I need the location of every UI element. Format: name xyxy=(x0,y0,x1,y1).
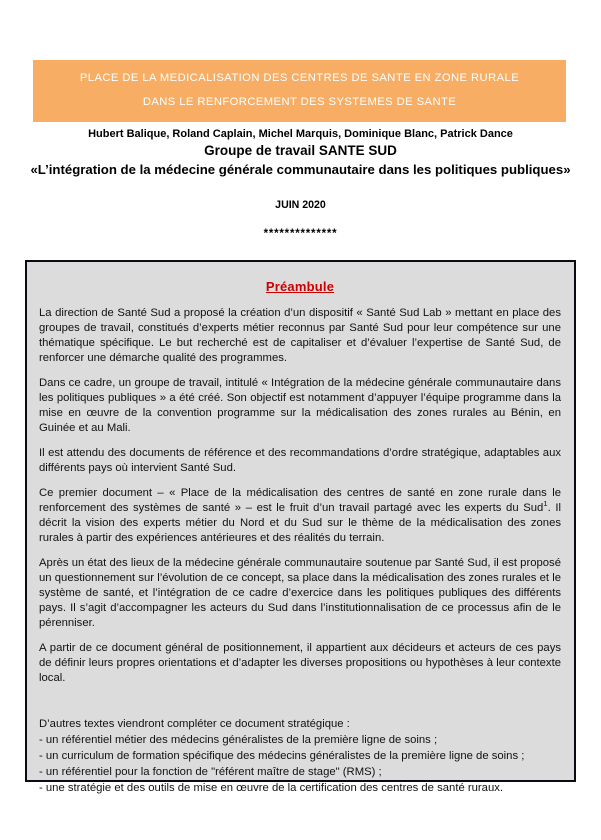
asterisk-separator: ************** xyxy=(263,227,338,240)
preamble-paragraph-5: Après un état des lieux de la médecine générale communautaire soutenue par Santé Sud, il est proposé un questionnement sur l’évolution de ce concept, sa place dans la médicalisation des zones rurales et le système de santé, et l’intégration de ce cadre d’exercice dans les politiques publiques des différents pays. Il s’agit d’accompagner les acteurs du Sud dans l’institutionnalisation de ce processus afin de le pérenniser. xyxy=(39,557,561,630)
header-title-line-1: PLACE DE LA MEDICALISATION DES CENTRES DE SANTE EN ZONE RURALE xyxy=(79,71,520,84)
preamble-paragraph-6: A partir de ce document général de positionnement, il appartient aux décideurs et acteurs de ces pays de définir leurs propres orientations et d’adapter les diverses propositions ou hypothèses à leur contexte local. xyxy=(39,642,561,685)
preamble-heading: Préambule xyxy=(265,279,335,294)
preamble-paragraph-1: La direction de Santé Sud a proposé la création d’un dispositif « Santé Sud Lab » mettant en place des groupes de travail, constitués d’experts métier reconnus par Santé Sud pour leur compétence sur une thématique spécifique. Le but recherché est de capitaliser et d’évaluer l’expertise de Santé Sud, de renforcer une démarche qualité des programmes. xyxy=(39,307,561,365)
header-banner xyxy=(33,60,566,122)
paragraph-spacer xyxy=(39,696,561,716)
list-item: - un référentiel pour la fonction de "référent maître de stage" (RMS) ; xyxy=(39,766,382,779)
preamble-paragraph-3: Il est attendu des documents de référence et des recommandations d’ordre stratégique, adaptables aux différents pays où intervient Santé Sud. xyxy=(39,447,561,475)
title-block xyxy=(0,128,601,240)
footnote-marker: 1 xyxy=(543,499,548,509)
list-item: - un référentiel métier des médecins généralistes de la première ligne de soins ; xyxy=(39,734,438,747)
list-intro-text: D’autres textes viendront compléter ce document stratégique : xyxy=(39,718,350,731)
header-title-line-2: DANS LE RENFORCEMENT DES SYSTEMES DE SANTE xyxy=(142,95,457,108)
footnote-paragraph-after: . Il décrit la vision des experts métier du Nord et du Sud sur le thème de la médicalisation des zones rurales à partir des expériences antérieures et des réalités du terrain. xyxy=(39,502,561,545)
list-item: - un curriculum de formation spécifique des médecins généralistes de la première ligne de soins ; xyxy=(39,750,525,763)
working-group-line: Groupe de travail SANTE SUD xyxy=(204,142,397,158)
authors-line: Hubert Balique, Roland Caplain, Michel Marquis, Dominique Blanc, Patrick Dance xyxy=(88,128,513,140)
list-item: - une stratégie et des outils de mise en œuvre de la certification des centres de santé ruraux. xyxy=(39,782,504,795)
publication-date: JUIN 2020 xyxy=(275,198,326,211)
document-subtitle: «L’intégration de la médecine générale communautaire dans les politiques publiques» xyxy=(30,161,571,177)
preamble-paragraph-2: Dans ce cadre, un groupe de travail, intitulé « Intégration de la médecine générale communautaire dans les politiques publiques » a été créé. Son objectif est notamment d’appuyer l’équipe programme dans la mise en œuvre de la convention programme sur la médicalisation des zones rurales au Bénin, en Guinée et au Mali. xyxy=(39,377,561,435)
preamble-box xyxy=(25,260,576,795)
footnote-paragraph-before: Ce premier document – « Place de la médicalisation des centres de santé en zone rurale dans le renforcement des systèmes de santé » – est le fruit d’un travail partagé avec les experts du Sud xyxy=(39,487,561,515)
preamble-paragraph-4 xyxy=(39,486,561,546)
